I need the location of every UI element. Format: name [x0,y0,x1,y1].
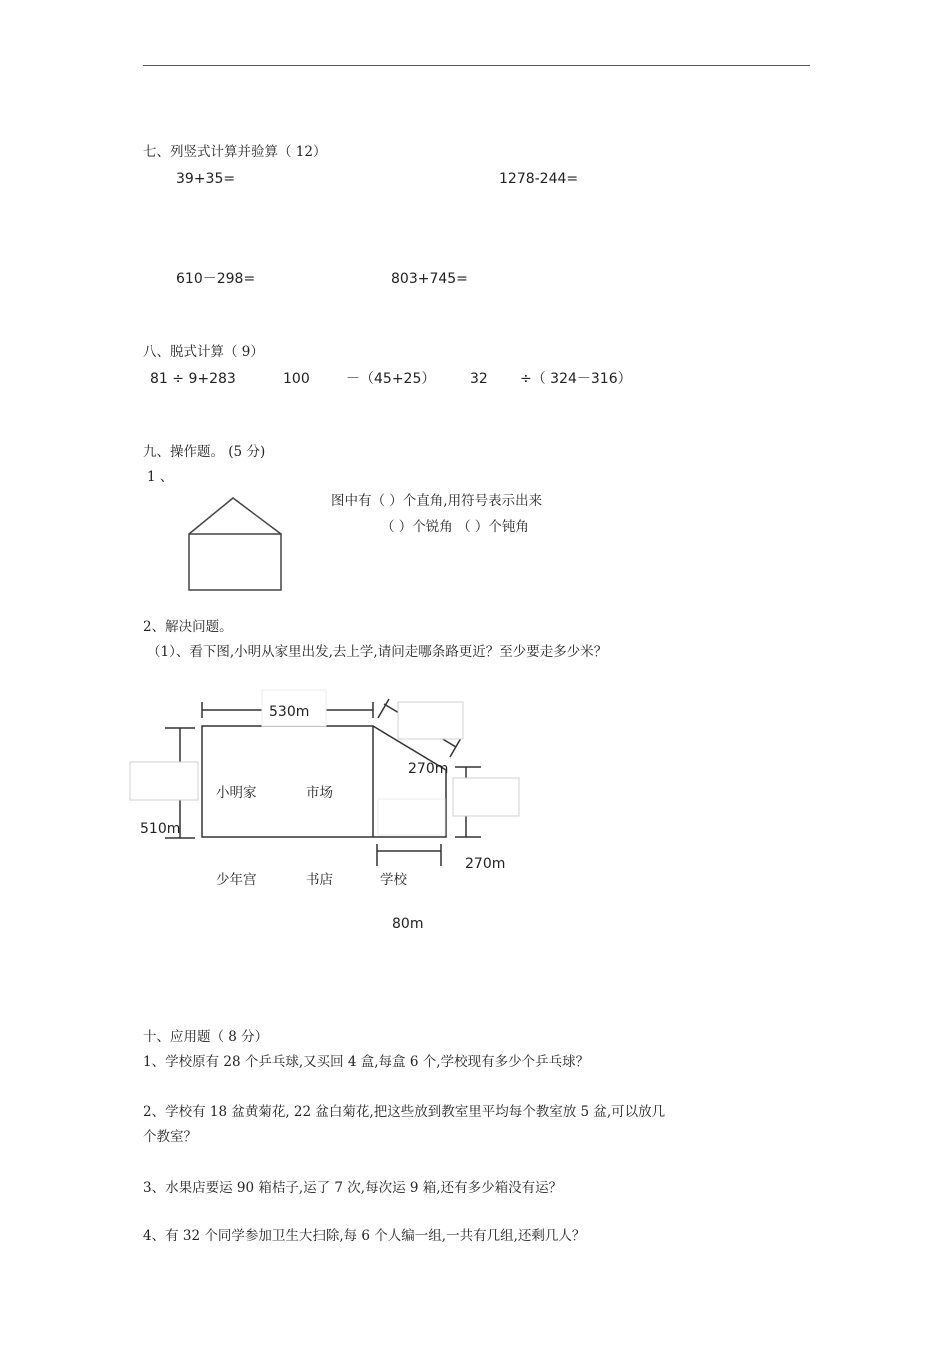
angle-question-line-1: 图中有（ ）个直角,用符号表示出来 [331,493,543,509]
place-bookstore: 书店 [306,872,333,888]
label-box-right [453,778,519,816]
label-box-inner [378,799,445,835]
place-home: 小明家 [216,785,257,801]
word-problem-1: 1、学校原有 28 个乒乓球,又买回 4 盒,每盒 6 个,学校现有多少个乒乓球？ [143,1054,590,1070]
stepwise-calc-3-expression: ÷（ 324－316） [520,371,632,387]
vertical-calc-3: 610－298= [176,271,256,287]
dim-label-bottom: 80m [392,916,424,932]
place-market: 市场 [306,785,333,801]
angle-question-line-2: （ ）个锐角 （ ）个钝角 [381,519,529,535]
vertical-calc-2: 1278-244= [499,171,579,187]
stepwise-calc-2-expression: －（45+25） [346,371,436,387]
map-main-block [202,726,373,837]
dim-label-diagonal: 270m [408,761,449,777]
problem-1-label: 1 、 [147,469,174,485]
place-youth-palace: 少年宫 [216,872,257,888]
problem-2-question: （1）、看下图,小明从家里出发,去上学,请问走哪条路更近？至少要走多少米？ [147,644,608,660]
section-9-title: 九、操作题。 (5 分) [143,444,266,460]
label-box-left [130,762,198,800]
word-problem-4: 4、有 32 个同学参加卫生大扫除,每 6 个人编一组,一共有几组,还剩几人？ [143,1228,586,1244]
vertical-calc-4: 803+745= [391,271,468,287]
section-7-title: 七、列竖式计算并验算（ 12） [143,144,327,160]
label-box-diag [398,702,463,739]
dim-label-left: 510m [140,821,181,837]
section-8-title: 八、脱式计算（ 9） [143,344,264,360]
diag-dim-tick-b [450,738,461,757]
stepwise-calc-2-number: 100 [283,371,310,387]
house-figure [189,498,281,590]
dim-label-right: 270m [465,856,506,872]
word-problem-2-line-1: 2、学校有 18 盆黄菊花, 22 盆白菊花,把这些放到教室里平均每个教室放 5 盆,可以放几 [143,1104,666,1120]
word-problem-2-line-2: 个教室？ [143,1129,197,1145]
vertical-calc-1: 39+35= [176,171,236,187]
stepwise-calc-3-number: 32 [470,371,488,387]
house-roof [189,498,281,534]
word-problem-3: 3、水果店要运 90 箱桔子,运了 7 次,每次运 9 箱,还有多少箱没有运？ [143,1180,563,1196]
place-school: 学校 [380,872,407,888]
diag-dim-tick-a [378,699,389,718]
section-10-title: 十、应用题（ 8 分） [143,1029,269,1045]
stepwise-calc-1: 81 ÷ 9+283 [150,371,236,387]
house-body [189,534,281,590]
dim-label-top: 530m [269,704,310,720]
problem-2-label: 2、解决问题。 [143,619,233,635]
